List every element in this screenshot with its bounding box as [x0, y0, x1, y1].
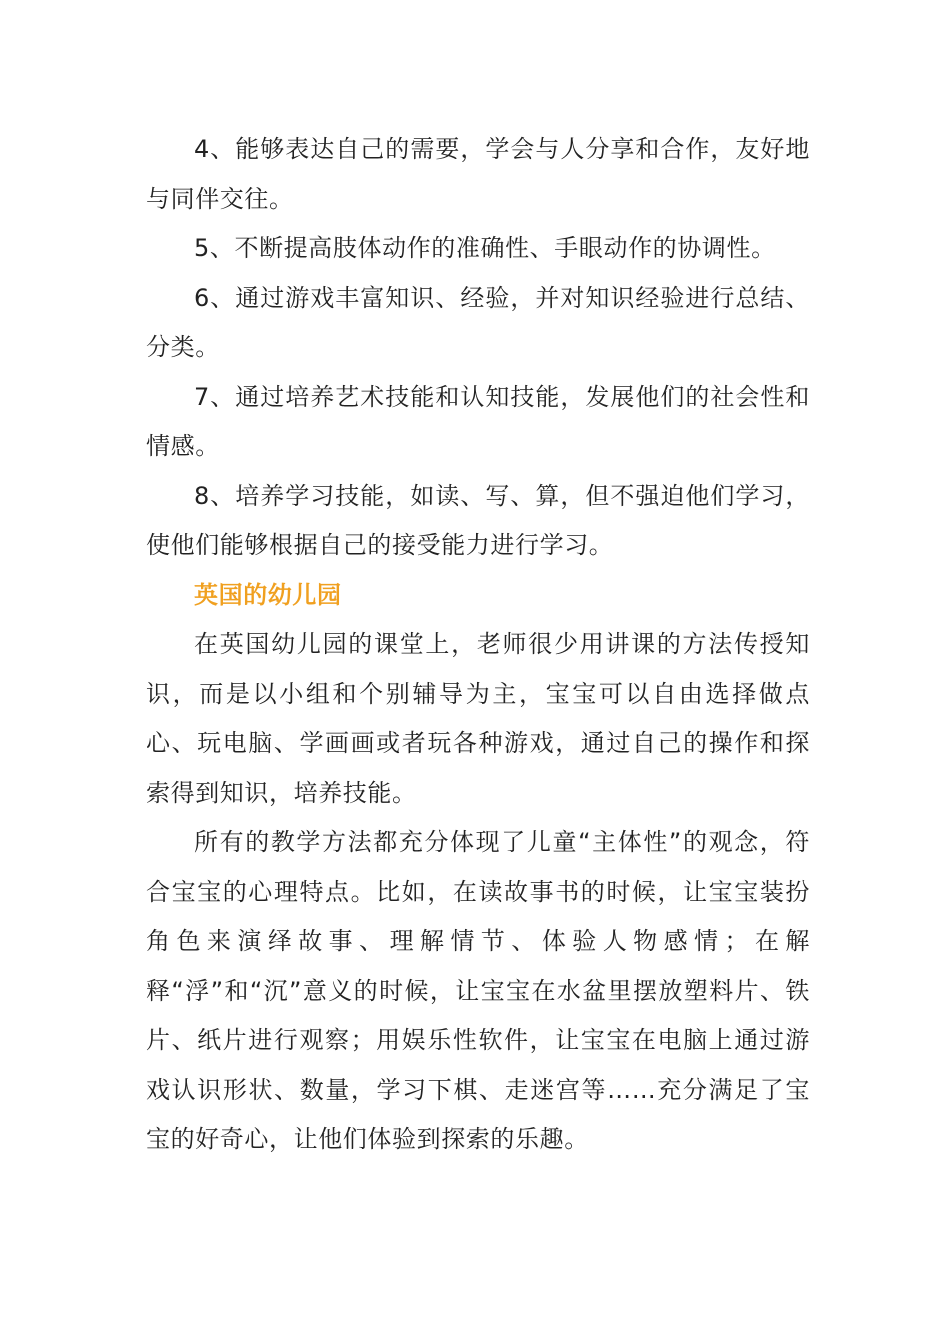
list-item-7: 7、通过培养艺术技能和认知技能，发展他们的社会性和情感。 — [146, 382, 810, 460]
body-paragraph-classroom: 在英国幼儿园的课堂上，老师很少用讲课的方法传授知识，而是以小组和个别辅导为主，宝宝可以自由选择做点心、玩电脑、学画画或者玩各种游戏，通过自己的操作和探索得到知识，培养技能。 — [146, 630, 810, 807]
list-item-6: 6、通过游戏丰富知识、经验，并对知识经验进行总结、分类。 — [146, 283, 810, 361]
document-body — [146, 125, 810, 1165]
section-heading: 英国的幼儿园 — [194, 580, 342, 609]
body-paragraph-methods: 所有的教学方法都充分体现了儿童“主体性”的观念，符合宝宝的心理特点。比如，在读故事书的时候，让宝宝装扮角色来演绎故事、理解情节、体验人物感情；在解释“浮”和“沉”意义的时候，让宝宝在水盆里摆放塑料片、铁片、纸片进行观察；用娱乐性软件，让宝宝在电脑上通过游戏认识形状、数量，学习下棋、走迷宫等……充分满足了宝宝的好奇心，让他们体验到探索的乐趣。 — [146, 828, 810, 1153]
list-item-4: 4、能够表达自己的需要，学会与人分享和合作，友好地与同伴交往。 — [146, 135, 810, 213]
list-item-8: 8、培养学习技能，如读、写、算，但不强迫他们学习，使他们能够根据自己的接受能力进行学习。 — [146, 481, 810, 559]
list-item-5: 5、不断提高肢体动作的准确性、手眼动作的协调性。 — [194, 234, 776, 262]
